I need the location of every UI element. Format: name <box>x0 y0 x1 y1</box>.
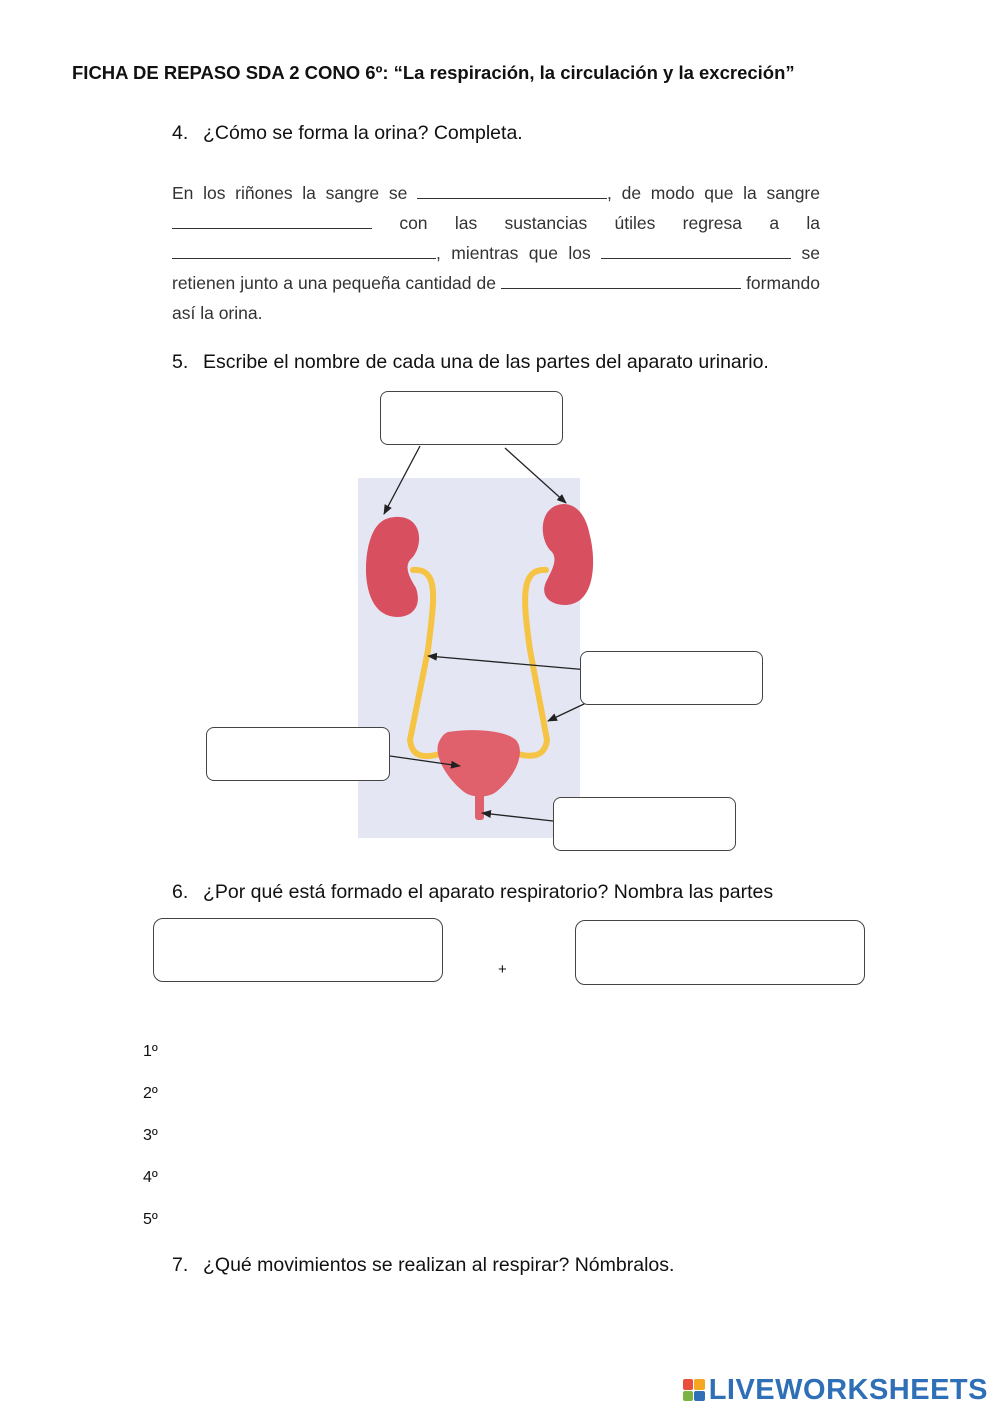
question-5-number: 5. <box>172 351 189 373</box>
ordinal-4: 4º <box>143 1169 158 1186</box>
paragraph-segment-6: formando así la orina. <box>172 273 820 323</box>
paragraph-segment-1: En los riñones la sangre se <box>172 183 418 203</box>
label-box-ureters[interactable] <box>580 651 763 705</box>
respiratory-part-box-1[interactable] <box>153 918 443 982</box>
brand-name: LIVEWORKSHEETS <box>708 1373 988 1406</box>
question-7-text: ¿Qué movimientos se realizan al respirar? Nómbralos. <box>203 1254 675 1276</box>
label-box-bladder[interactable] <box>206 727 390 781</box>
liveworksheets-brand <box>683 1374 988 1406</box>
paragraph-segment-2: , de modo que la sangre <box>607 183 820 203</box>
label-box-kidneys[interactable] <box>380 391 563 445</box>
plus-sign: + <box>498 961 507 978</box>
ordinal-5: 5º <box>143 1211 158 1228</box>
paragraph-segment-3: con las sustancias útiles regresa a la <box>372 213 820 233</box>
ordinal-2: 2º <box>143 1085 158 1102</box>
question-7 <box>172 1254 674 1277</box>
question-6-number: 6. <box>172 881 189 903</box>
paragraph-segment-4: , mientras que los <box>436 243 602 263</box>
question-5-text: Escribe el nombre de cada una de las partes del aparato urinario. <box>203 351 769 373</box>
question-6 <box>172 881 773 904</box>
label-box-urethra[interactable] <box>553 797 736 851</box>
ordinal-1: 1º <box>143 1043 158 1060</box>
ordinal-3: 3º <box>143 1127 158 1144</box>
liveworksheets-logo-icon <box>683 1379 705 1401</box>
question-7-number: 7. <box>172 1254 189 1276</box>
worksheet-title: FICHA DE REPASO SDA 2 CONO 6º: “La respiración, la circulación y la excreción” <box>72 62 795 83</box>
respiratory-part-box-2[interactable] <box>575 920 865 985</box>
question-4-text: ¿Cómo se forma la orina? Completa. <box>203 122 523 144</box>
question-4-number: 4. <box>172 122 189 144</box>
question-6-text: ¿Por qué está formado el aparato respiratorio? Nombra las partes <box>203 881 774 903</box>
paragraph-segment-5: se retienen junto a una pequeña cantidad de <box>172 243 820 293</box>
